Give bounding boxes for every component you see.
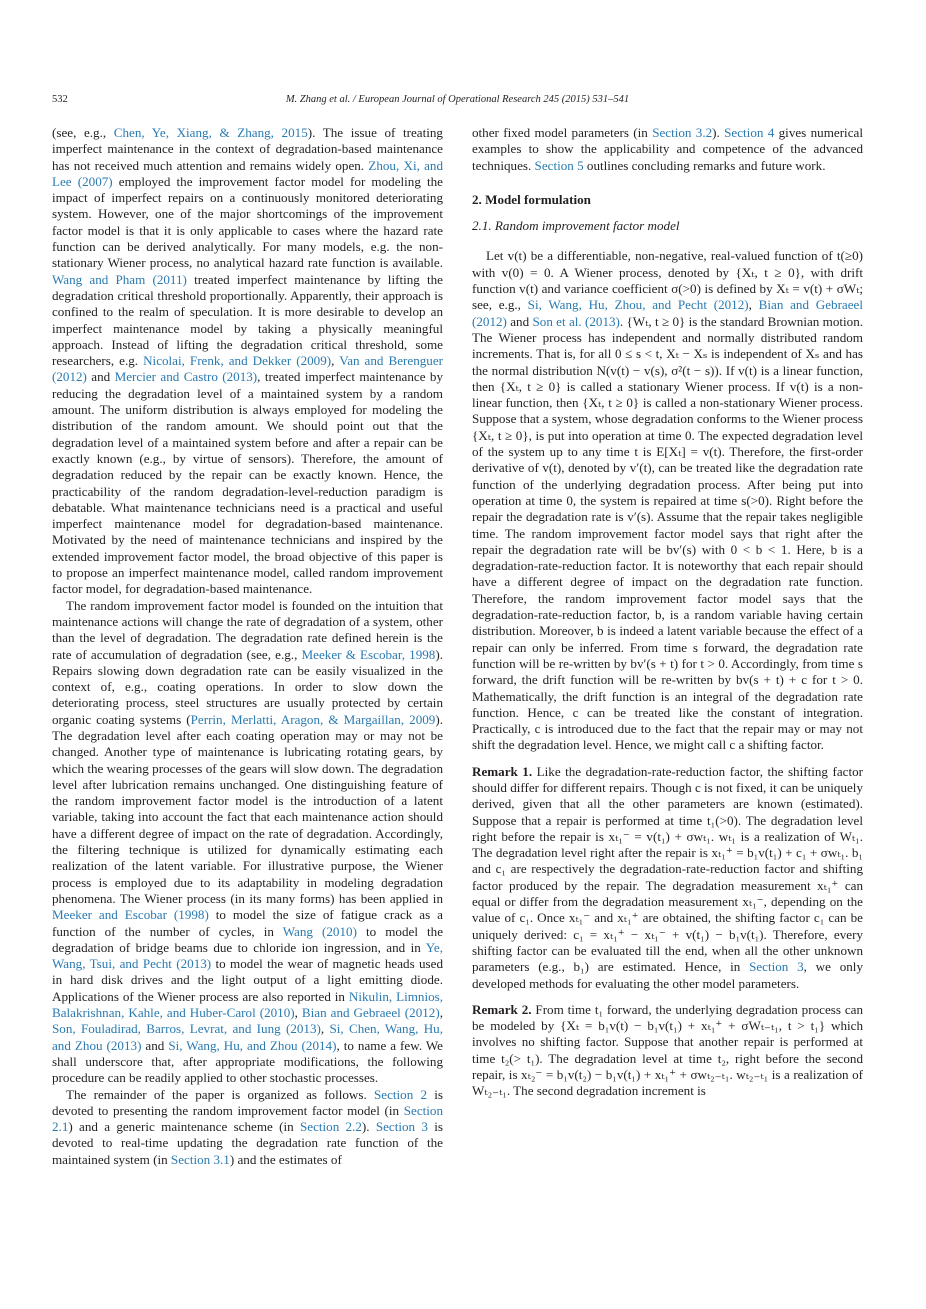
citation-link[interactable]: Wang and Pham (2011) [52, 271, 187, 287]
citation-link[interactable]: Si, Wang, Hu, and Zhou (2014) [168, 1037, 337, 1053]
citation-link[interactable]: Bian and Gebraeel (2012) [472, 297, 863, 329]
left-column [52, 125, 443, 1168]
citation-link[interactable]: Bian and Gebraeel (2012) [301, 1005, 440, 1021]
citation-link[interactable]: Wang (2010) [282, 923, 357, 939]
text-run: gives numerical examples to show the applicability and competence of the advanced techniques. [472, 125, 863, 173]
text-run: , [331, 353, 340, 369]
text-run: ) and a generic maintenance scheme (in [68, 1119, 300, 1135]
citation-link[interactable]: Chen, Ye, Xiang, & Zhang, 2015 [113, 125, 308, 140]
text-run: , we only developed methods for evaluating the other model parameters. [472, 959, 863, 991]
page-number: 532 [52, 94, 68, 105]
text-run: (see, e.g., [52, 125, 114, 140]
text-run: ). [712, 125, 725, 140]
text-run: Let v(t) be a differentiable, non-negative, real-valued function of t(≥0) with v(0) = 0. A Wiener process, denoted by {Xₜ, t ≥ 0}, with drift function v(t) and variance coefficient σ(>0) is defined by Xₜ = v(t) + σWₜ; see, e.g., [472, 248, 863, 313]
section-heading: 2. Model formulation [472, 191, 591, 207]
remark-text [472, 1002, 863, 1098]
remark-text [472, 764, 863, 991]
text-run: ) and the estimates of [229, 1151, 342, 1167]
text-run: to model the wear of magnetic heads used in hard disk drives and the light output of a light emitting diode. Applications of the Wiener process are also reported in [52, 956, 444, 1004]
paragraph [472, 125, 863, 174]
text-run: . {Wₜ, t ≥ 0} is the standard Brownian motion. The Wiener process has independent and normally distributed random increments. That is, for all 0 ≤ s < t, Xₜ − Xₛ is independent of Xₛ and has the normal distribution N(v(t) − v(s), σ²(t − s)). If v(t) is a linear function, then {Xₜ, t ≥ 0} is called a stationary Wiener process. If v(t) is a non-linear function, then {Xₜ, t ≥ 0} is called a non-stationary Wiener process. Suppose that a system, whose degradation conforms to the Wiener process {Xₜ, t ≥ 0}, is put into operation at time 0. The expected degradation level of the system up to any time t is E[Xₜ] = v(t). Therefore, the first-order derivative of v(t), denoted by v′(t), can be treated like the degradation rate function of the underlying degradation process. After being put into operation at time 0, the system is repaired at time s(>0). Right before the repair the degradation rate is v′(s). Assume that the repair takes negligible time. The random improvement factor model says that right after the repair the degradation rate will be bv′(s) with 0 < b < 1. Here, b is a degradation-rate-reduction factor. It is noteworthy that each repair should have a different degree of impact on the degradation rate function. Therefore, the random improvement factor model says that the degradation-rate-reduction factor, b, is a random variable having certain distribution. Moreover, b is indeed a latent variable because the effect of a repair can only be inferred. From time s forward, the degradation rate function will be re-written by bv′(s + t) for t > 0. Accordingly, from time s forward, the drift function will be re-written by bv(s + t) + c for t > 0. Mathematically, the drift function is an integral of the degradation rate function. Hence, c can be treated like the constant of integration. Practically, c is introduced due to the fact that the repair may or may not shift the degradation level. Hence, we might call c a shifting factor. [472, 313, 864, 753]
text-run: and [86, 369, 115, 385]
citation-link[interactable]: Section 3 [375, 1119, 428, 1135]
citation-link[interactable]: Ye, Wang, Tsui, and Pecht (2013) [52, 939, 443, 972]
citation-link[interactable]: Son, Fouladirad, Barros, Levrat, and Iung (2013) [52, 1021, 321, 1037]
journal-citation: M. Zhang et al. / European Journal of Operational Research 245 (2015) 531–541 [285, 94, 630, 105]
citation-link[interactable]: Meeker and Escobar (1998) [52, 907, 209, 923]
citation-link[interactable]: Nicolai, Frenk, and Dekker (2009) [143, 353, 332, 369]
citation-link[interactable]: Section 4 [724, 125, 775, 140]
text-run: other fixed model parameters (in [472, 125, 653, 140]
citation-link[interactable]: Si, Wang, Hu, Zhou, and Pecht (2012) [527, 297, 749, 313]
text-run: , [294, 1005, 302, 1021]
remark-label: Remark 1. [472, 763, 533, 779]
text-run: is devoted to presenting the random improvement factor model (in [52, 1086, 443, 1118]
text-run: Like the degradation-rate-reduction factor, the shifting factor should differ for different repairs. Though c is not fixed, it can be uniquely derived, given that all the other parameters are known (estimated). Suppose that a repair is performed at time t₁(>0). The degradation level right before the repair is xₜ₁⁻ = v(t₁) + σwₜ₁. wₜ₁ is a realization of Wₜ₁. The degradation level right after the repair is xₜ₁⁺ = b₁v(t₁) + c₁ + σwₜ₁. b₁ and c₁ are respectively the degradation-rate-reduction factor and shifting factor produced by the repair. The degradation measurement xₜ₁⁺ can equal or differ from the degradation measurement xₜ₁⁻, depending on the value of c₁. Once xₜ₁⁻ and xₜ₁⁺ are obtained, the shifting factor c₁ can be uniquely derived: c₁ = xₜ₁⁺ − xₜ₁⁻ + v(t₁) − b₁v(t₁). Therefore, every shifting factor can be evaluated till the end, when all the other unknown parameters (e.g., b₁) are estimated. Hence, in [472, 763, 863, 975]
citation-link[interactable]: Van and Berenguer (2012) [52, 353, 444, 385]
text-run: and [506, 313, 533, 329]
citation-link[interactable]: Zhou, Xi, and Lee (2007) [52, 157, 443, 189]
paragraph [52, 1087, 443, 1168]
paragraph [52, 125, 443, 598]
text-run: is devoted to real-time updating the degradation rate function of the maintained system (in [52, 1119, 443, 1167]
text-run: ). Repairs slowing down degradation rate can be easily visualized in the context of, e.g., coating operations. In order to slow down the deteriorating process, steel structures are usually protected by certain organic coating systems ( [52, 646, 443, 727]
right-column [472, 125, 863, 1100]
citation-link[interactable]: Son et al. (2013) [532, 313, 620, 329]
citation-link[interactable]: Mercier and Castro (2013) [114, 369, 258, 385]
citation-link[interactable]: Section 3 [749, 959, 804, 975]
subsection-heading: 2.1. Random improvement factor model [472, 218, 680, 234]
citation-link[interactable]: Perrin, Merlatti, Aragon, & Margaillan, 2009 [190, 711, 436, 727]
text-run: , [320, 1021, 330, 1037]
text-run: , to name a few. We shall underscore that, after appropriate modifications, the following procedure can be readily applied to other stochastic processes. [52, 1037, 443, 1086]
text-run: From time t₁ forward, the underlying degradation process can be modeled by {Xₜ = b₁v(t) − b₁v(t₁) + xₜ₁⁺ + σWₜ₋ₜ₁, t > t₁} which involves no shifting factor. Suppose that another repair is performed at time t₂(> t₁). The degradation level at time t₂, right before the second repair, is xₜ₂⁻ = b₁v(t₂) − b₁v(t₁) + xₜ₁⁺ + σwₜ₂₋ₜ₁. wₜ₂₋ₜ₁ is a realization of Wₜ₂₋ₜ₁. The second degradation increment is [472, 1001, 863, 1099]
remark-label: Remark 2. [472, 1001, 532, 1017]
citation-link[interactable]: Section 2.1 [52, 1102, 443, 1135]
text-run: outlines concluding remarks and future work. [583, 157, 826, 173]
text-run: ). [361, 1119, 376, 1135]
citation-link[interactable]: Meeker & Escobar, 1998 [301, 646, 436, 662]
text-run: , treated imperfect maintenance by reducing the degradation level of a maintained system by a random amount. The uniform distribution is always employed for modeling the distribution of the random amount. We should point out that the degradation level of a maintained system before and after a repair can be exactly known (e.g., by virtue of sensors). Therefore, the amount of degradation reduced by the repair can be exactly known. Hence, the practicability of the random degradation-level-reduction paradigm is debatable. What maintenance technicians need is a practical and useful imperfect maintenance model for degradation-based maintenance. Motivated by the need of maintenance technicians and inspired by the extended improvement factor model, the broad objective of this paper is to propose an imperfect maintenance model, called random improvement factor model, for degradation-based maintenance. [52, 369, 443, 597]
text-run: The random improvement factor model is founded on the intuition that maintenance actions will change the rate of degradation of a system, other than the level of degradation. The degradation rate defined herein is the rate of accumulation of degradation (see, e.g., [52, 597, 443, 662]
text-run: ). The issue of treating imperfect maintenance in the context of degradation-based maintenance has not received much attention and remains widely open. [52, 125, 443, 173]
citation-link[interactable]: Section 3.1 [170, 1151, 230, 1167]
text-run: ). The degradation level after each coating operation may or may not be changed. Another type of maintenance is lubricating rotating gears, by which the wearing processes of the gears will slow down. The degradation level after lubrication remains unchanged. One distinguishing feature of the random improvement factor model is the introduction of a latent variable, taking into account the fact that each maintenance action should have a different degree of impact on the rate of degradation. Accordingly, the filtering technique is utilized for dynamically estimating each realization of the latent variable. For illustrative purpose, the Wiener process is employed due to its adaptability in modeling degradation phenomena. The Wiener process (in its many forms) has been applied in [52, 711, 443, 906]
citation-link[interactable]: Si, Chen, Wang, Hu, and Zhou (2013) [52, 1021, 443, 1053]
paragraph [472, 248, 863, 753]
text-run: employed the improvement factor model for modeling the impact of imperfect repairs on a continuously monitored deteriorating system. However, one of the major shortcomings of the improvement factor model is that it is only applicable to cases where the hazard rate function can be derived analytically. For many models, e.g. the non-stationary Wiener process, no analytical hazard rate function is available. [52, 173, 443, 271]
paragraph [52, 598, 443, 1087]
text-run: treated imperfect maintenance by lifting the degradation critical threshold proportionally. Apparently, their approach is confined to the realm of speculation. It is more desirable to develop an imperfect maintenance model by taking a physically meaningful approach. Instead of lifting the degradation critical threshold, some researchers, e.g. [52, 271, 443, 369]
citation-link[interactable]: Nikulin, Limnios, Balakrishnan, Kahle, and Huber-Carol (2010) [52, 988, 444, 1021]
remark-1 [472, 764, 863, 992]
text-run: to model the size of fatigue crack as a function of the number of cycles, in [52, 907, 443, 939]
citation-link[interactable]: Section 2 [373, 1086, 428, 1102]
text-run: and [141, 1037, 169, 1053]
text-run: The remainder of the paper is organized as follows. [66, 1086, 374, 1102]
text-run: , [439, 1005, 443, 1021]
citation-link[interactable]: Section 3.2 [652, 125, 713, 140]
citation-link[interactable]: Section 2.2 [299, 1119, 362, 1135]
remark-2 [472, 1002, 863, 1100]
text-run: , [748, 297, 759, 313]
citation-link[interactable]: Section 5 [534, 157, 584, 173]
text-run: to model the degradation of bridge beams due to chloride ion ingression, and in [52, 923, 444, 955]
